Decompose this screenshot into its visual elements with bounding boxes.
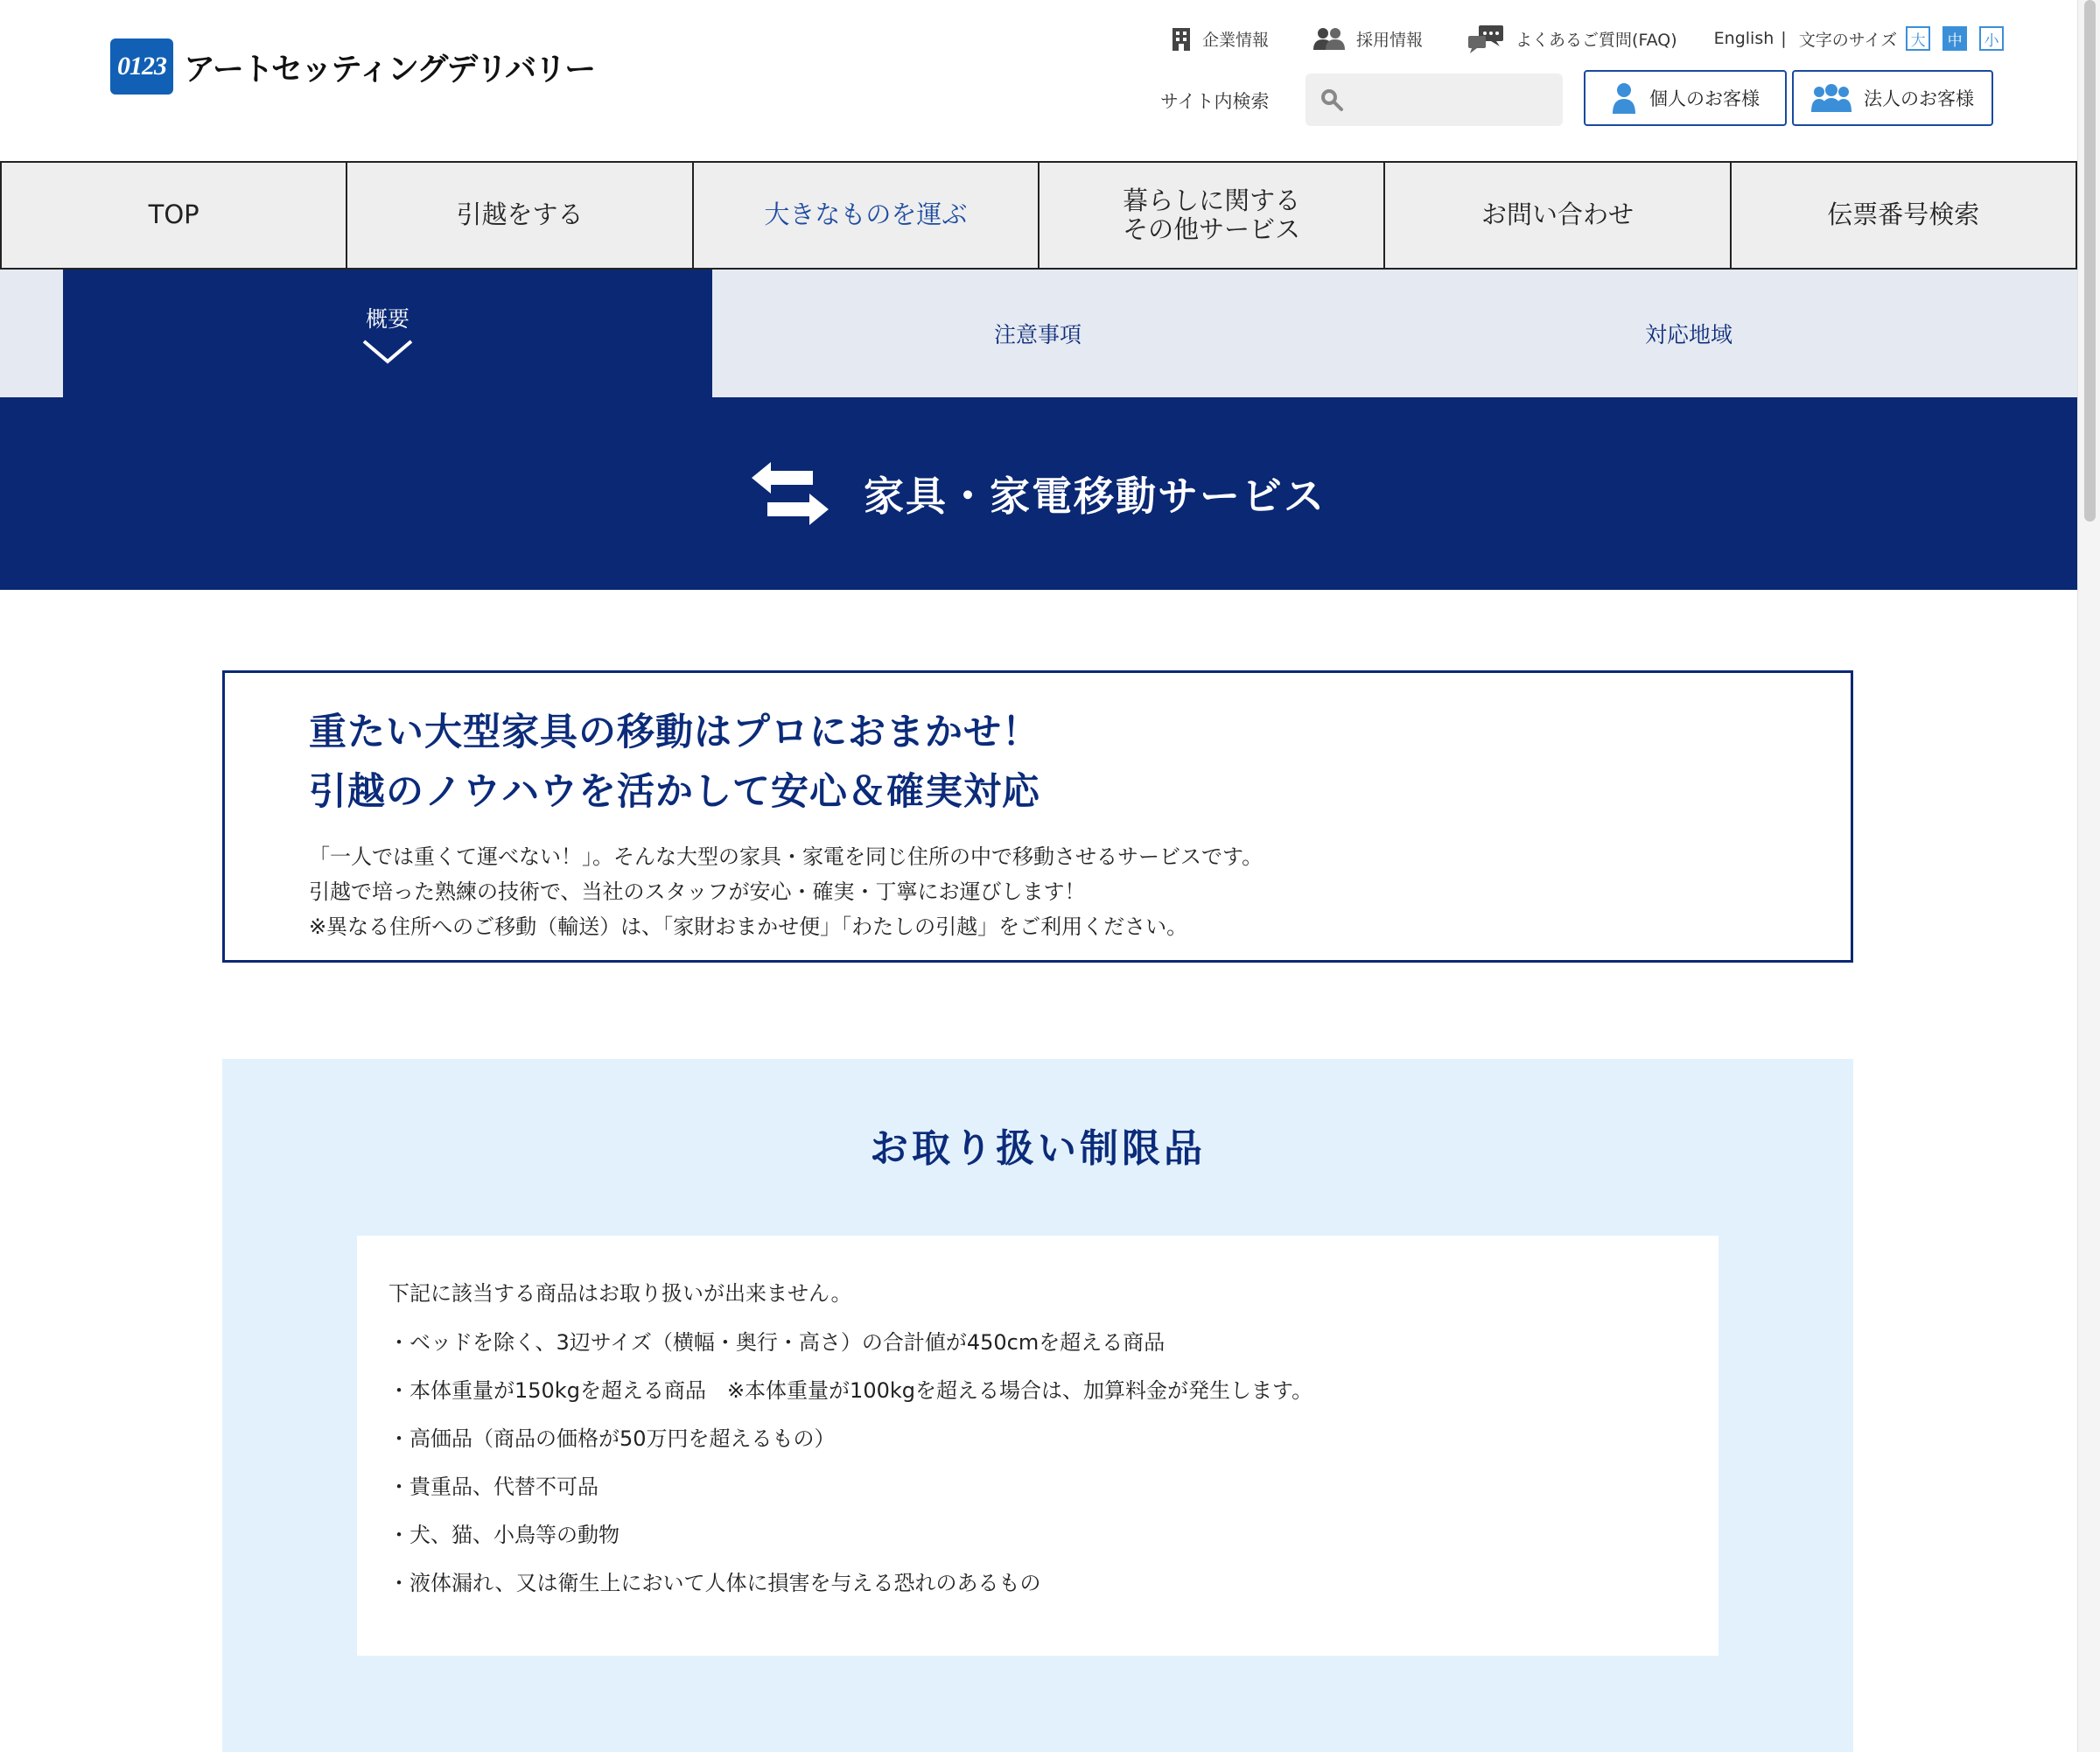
list-item: ・犬、猫、小鳥等の動物 (388, 1523, 620, 1547)
site-search-label: サイト内検索 (1160, 91, 1270, 112)
site-logo[interactable] (110, 39, 594, 95)
intro-box (222, 670, 1853, 963)
intro-heading (309, 703, 1851, 822)
corporate-customer-button[interactable] (1792, 70, 1993, 126)
chat-bubbles-icon (1466, 24, 1505, 53)
link-separator: | (1781, 29, 1787, 48)
list-item: ・ベッドを除く、3辺サイズ（横幅・奥行・高さ）の合計値が450cmを超える商品 (388, 1330, 1166, 1355)
tab-overview[interactable] (63, 270, 712, 397)
page-scrollbar[interactable] (2077, 0, 2100, 1752)
recruit-link[interactable] (1312, 26, 1423, 51)
nav-moving[interactable]: 引越をする (347, 163, 693, 268)
intro-heading-line1: 重たい大型家具の移動はプロにおまかせ！ (309, 711, 1040, 754)
font-size-label: 文字のサイズ (1798, 30, 1898, 50)
tab-notes-label: 注意事項 (993, 322, 1082, 347)
intro-body-line2: 引越で培った熟練の技術で、当社のスタッフが安心・確実・丁寧にお運びします！ (309, 880, 1086, 904)
nav-contact[interactable]: お問い合わせ (1385, 163, 1731, 268)
nav-tracking[interactable]: 伝票番号検索 (1732, 163, 2077, 268)
group-icon (1811, 83, 1852, 113)
logo-text: アートセッティングデリバリー (184, 51, 595, 88)
list-item: ・液体漏れ、又は衛生上において人体に損害を与える恐れのあるもの (388, 1571, 1041, 1595)
site-search-box (1306, 74, 1563, 126)
restrictions-title: お取り扱い制限品 (870, 1126, 1206, 1171)
list-item: ・貴重品、代替不可品 (388, 1475, 598, 1499)
restrictions-section (222, 1059, 1853, 1752)
global-nav (0, 161, 2077, 270)
tab-areas-label: 対応地域 (1644, 322, 1732, 347)
company-info-label: 企業情報 (1202, 30, 1270, 50)
faq-label: よくあるご質問(FAQ) (1516, 30, 1677, 50)
swap-arrows-icon (752, 462, 829, 525)
site-search-input[interactable] (1353, 82, 1545, 117)
font-size-small-button[interactable]: 小 (1979, 26, 2004, 51)
tab-areas[interactable] (1363, 270, 2014, 397)
page-title: 家具・家電移動サービス (864, 473, 1326, 520)
english-link[interactable]: English (1713, 29, 1774, 48)
list-item: ・本体重量が150kgを超える商品 ※本体重量が100kgを超える場合は、加算料金が発生します。 (388, 1378, 1313, 1403)
scrollbar-thumb[interactable] (2084, 0, 2096, 522)
intro-heading-line2: 引越のノウハウを活かして安心＆確実対応 (309, 770, 1040, 814)
list-item: ・高価品（商品の価格が50万円を超えるもの） (388, 1426, 836, 1451)
faq-link[interactable] (1466, 24, 1677, 53)
font-size-medium-button[interactable]: 中 (1942, 26, 1967, 51)
utility-links (1171, 21, 2016, 56)
chevron-down-icon (361, 339, 414, 365)
restrictions-list (388, 1328, 1718, 1597)
corporate-customer-label: 法人のお客様 (1864, 88, 1974, 109)
nav-top[interactable]: TOP (2, 163, 347, 268)
personal-customer-button[interactable] (1584, 70, 1787, 126)
building-icon (1171, 26, 1192, 51)
people-icon (1312, 26, 1346, 51)
nav-large-items[interactable]: 大きなものを運ぶ (694, 163, 1040, 268)
nav-other-line1: 暮らしに関する (1123, 185, 1301, 215)
hero-band (0, 397, 2077, 590)
restrictions-intro: 下記に該当する商品はお取り扱いが出来ません。 (388, 1281, 852, 1306)
font-size-large-button[interactable]: 大 (1906, 26, 1930, 51)
intro-body-line1: 「一人では重くて運べない！」。そんな大型の家具・家電を同じ住所の中で移動させるサービスです。 (309, 844, 1264, 869)
tab-notes[interactable] (712, 270, 1363, 397)
person-icon (1611, 81, 1637, 115)
nav-other-services[interactable] (1040, 163, 1385, 268)
intro-body-line3: ※異なる住所へのご移動（輸送）は、「家財おまかせ便」「わたしの引越」をご利用ください。 (309, 915, 1188, 939)
sub-tabs (0, 270, 2077, 397)
magnifier-icon[interactable] (1320, 88, 1344, 112)
intro-body (309, 839, 1851, 944)
company-info-link[interactable] (1171, 26, 1269, 51)
personal-customer-label: 個人のお客様 (1649, 88, 1760, 109)
logo-mark: 0123 (110, 39, 173, 95)
nav-other-line2: その他サービス (1123, 214, 1301, 244)
tab-overview-label: 概要 (365, 306, 410, 332)
recruit-label: 採用情報 (1356, 30, 1424, 50)
restrictions-card (357, 1236, 1718, 1656)
